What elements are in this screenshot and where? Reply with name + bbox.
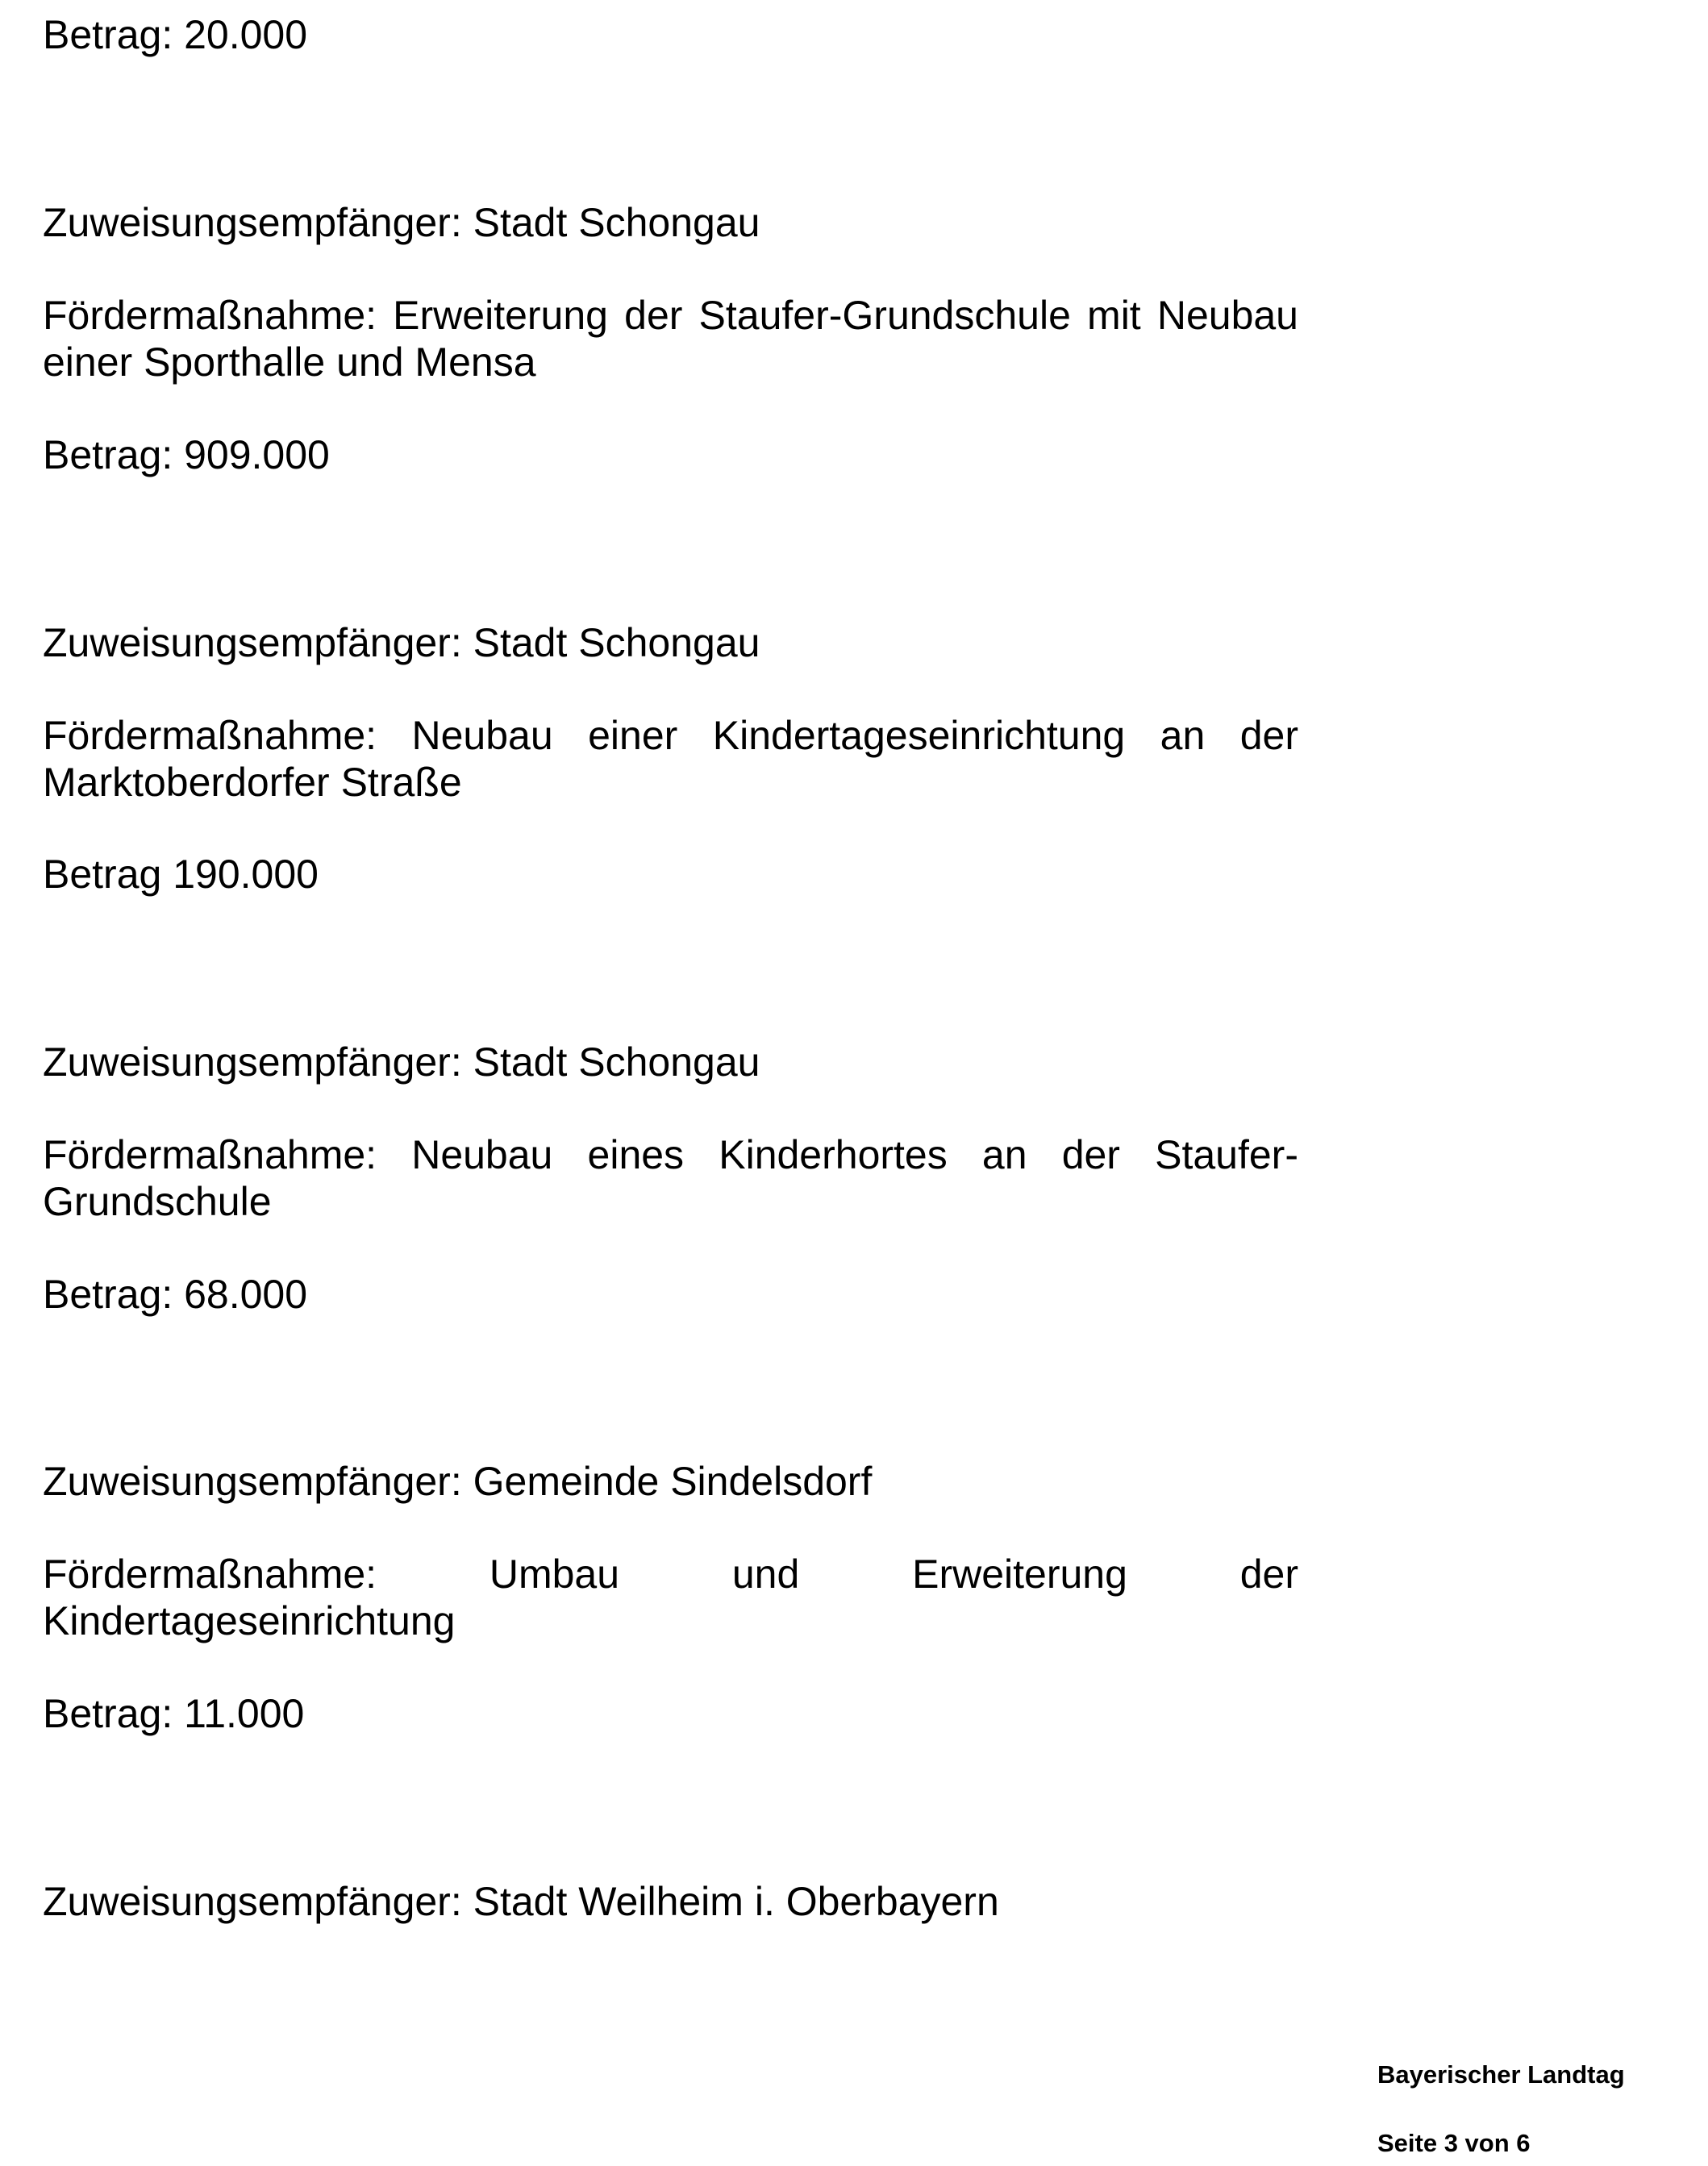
amount-text: Betrag: 909.000 (43, 432, 330, 477)
footer-page-number: Seite 3 von 6 (1377, 2129, 1531, 2157)
amount-text: Betrag: 68.000 (43, 1272, 308, 1317)
recipient-text: Zuweisungsempfänger: Gemeinde Sindelsdorf (43, 1459, 873, 1504)
recipient-text: Zuweisungsempfänger: Stadt Weilheim i. Oberbayern (43, 1879, 999, 1924)
measure-line: Fördermaßnahme: Erweiterung der Staufer-Grundschule mit Neubau (43, 293, 1298, 338)
measure-line: einer Sporthalle und Mensa (43, 339, 536, 385)
measure-text (43, 1131, 1298, 1225)
amount-text: Betrag: 20.000 (43, 12, 308, 57)
measure-line: Fördermaßnahme: Neubau eines Kinderhortes an der Staufer- (43, 1132, 1298, 1177)
measure-line: Fördermaßnahme: Umbau und Erweiterung der (43, 1552, 1298, 1597)
measure-line: Grundschule (43, 1179, 272, 1224)
amount-text: Betrag: 11.000 (43, 1691, 305, 1736)
measure-line: Kindertageseinrichtung (43, 1598, 456, 1643)
measure-text (43, 1551, 1298, 1644)
measure-text (43, 292, 1298, 385)
measure-text (43, 712, 1298, 806)
measure-line: Fördermaßnahme: Neubau einer Kindertageseinrichtung an der (43, 713, 1298, 758)
recipient-text: Zuweisungsempfänger: Stadt Schongau (43, 620, 760, 665)
amount-text: Betrag 190.000 (43, 852, 319, 897)
recipient-text: Zuweisungsempfänger: Stadt Schongau (43, 1039, 760, 1085)
measure-line: Marktoberdorfer Straße (43, 760, 462, 805)
recipient-text: Zuweisungsempfänger: Stadt Schongau (43, 200, 760, 245)
footer-institution: Bayerischer Landtag (1377, 2060, 1625, 2089)
